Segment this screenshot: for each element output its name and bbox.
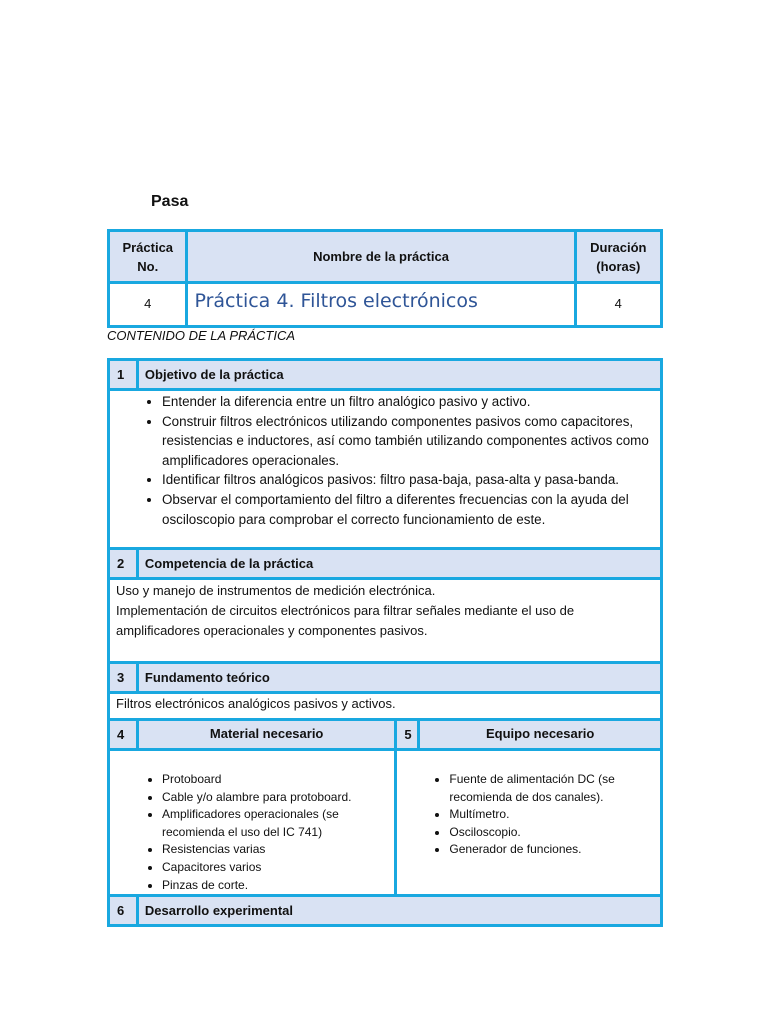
practice-no-value: 4 (109, 283, 187, 327)
section-3-title: Fundamento teórico (137, 663, 661, 693)
list-item: • Observar el comportamiento del filtro a diferentes frecuencias con la ayuda del osciloscopio para comprobar el correcto funcionamiento de este. (162, 490, 660, 529)
practice-name-header: Nombre de la práctica (187, 231, 575, 283)
list-item: • Pinzas de corte. (162, 877, 394, 895)
section-4-content (109, 750, 396, 896)
section-2-content (109, 579, 662, 663)
competence-line-2: Implementación de circuitos electrónicos para filtrar señales mediante el uso de amplificadores operacionales y componentes pasivos. (116, 603, 575, 638)
list-item: • Entender la diferencia entre un filtro analógico pasivo y activo. (162, 392, 660, 412)
practice-no-header-line2: No. (137, 258, 159, 274)
section-6-number: 6 (109, 896, 138, 926)
practice-no-header (109, 231, 187, 283)
duration-header-line2: (horas) (596, 258, 641, 274)
list-item: • Generador de funciones. (449, 841, 660, 859)
objectives-list (110, 392, 660, 529)
list-item: • Identificar filtros analógicos pasivos: filtro pasa-baja, pasa-alta y pasa-banda. (162, 470, 660, 490)
list-item: • Cable y/o alambre para protoboard. (162, 789, 394, 807)
practice-name-value: Práctica 4. Filtros electrónicos (187, 283, 575, 327)
section-1-number: 1 (109, 360, 138, 390)
duration-value: 4 (575, 283, 661, 327)
duration-header (575, 231, 661, 283)
list-item: • Capacitores varios (162, 859, 394, 877)
list-item: • Fuente de alimentación DC (se recomienda de dos canales). (449, 771, 660, 806)
section-6-title: Desarrollo experimental (137, 896, 661, 926)
section-1-title: Objetivo de la práctica (137, 360, 661, 390)
list-item: • Protoboard (162, 771, 394, 789)
content-table (107, 358, 663, 927)
section-4-title: Material necesario (137, 720, 396, 750)
section-2-number: 2 (109, 549, 138, 579)
list-item: • Resistencias varias (162, 841, 394, 859)
competence-line-1: Uso y manejo de instrumentos de medición electrónica. (116, 583, 436, 598)
practice-no-header-line1: Práctica (122, 239, 174, 255)
section-3-number: 3 (109, 663, 138, 693)
practice-info-table (107, 229, 663, 328)
list-item: • Amplificadores operacionales (se recomienda el uso del IC 741) (162, 806, 394, 841)
section-1-content (109, 390, 662, 549)
list-item: • Construir filtros electrónicos utilizando componentes pasivos como capacitores, resistencias e inductores, así como también utilizando componentes activos como amplificadores operacionales. (162, 412, 660, 471)
duration-header-line1: Duración (590, 239, 647, 255)
equipment-list (397, 771, 660, 859)
list-item: • Osciloscopio. (449, 824, 660, 842)
section-4-number: 4 (109, 720, 138, 750)
pasa-heading: Pasa (151, 193, 189, 210)
section-5-number: 5 (396, 720, 419, 750)
section-3-content: Filtros electrónicos analógicos pasivos y activos. (109, 693, 662, 720)
list-item: • Multímetro. (449, 806, 660, 824)
contenido-label: CONTENIDO DE LA PRÁCTICA (107, 328, 296, 343)
section-5-title: Equipo necesario (419, 720, 662, 750)
section-5-content (396, 750, 662, 896)
section-2-title: Competencia de la práctica (137, 549, 661, 579)
materials-list (110, 771, 394, 894)
